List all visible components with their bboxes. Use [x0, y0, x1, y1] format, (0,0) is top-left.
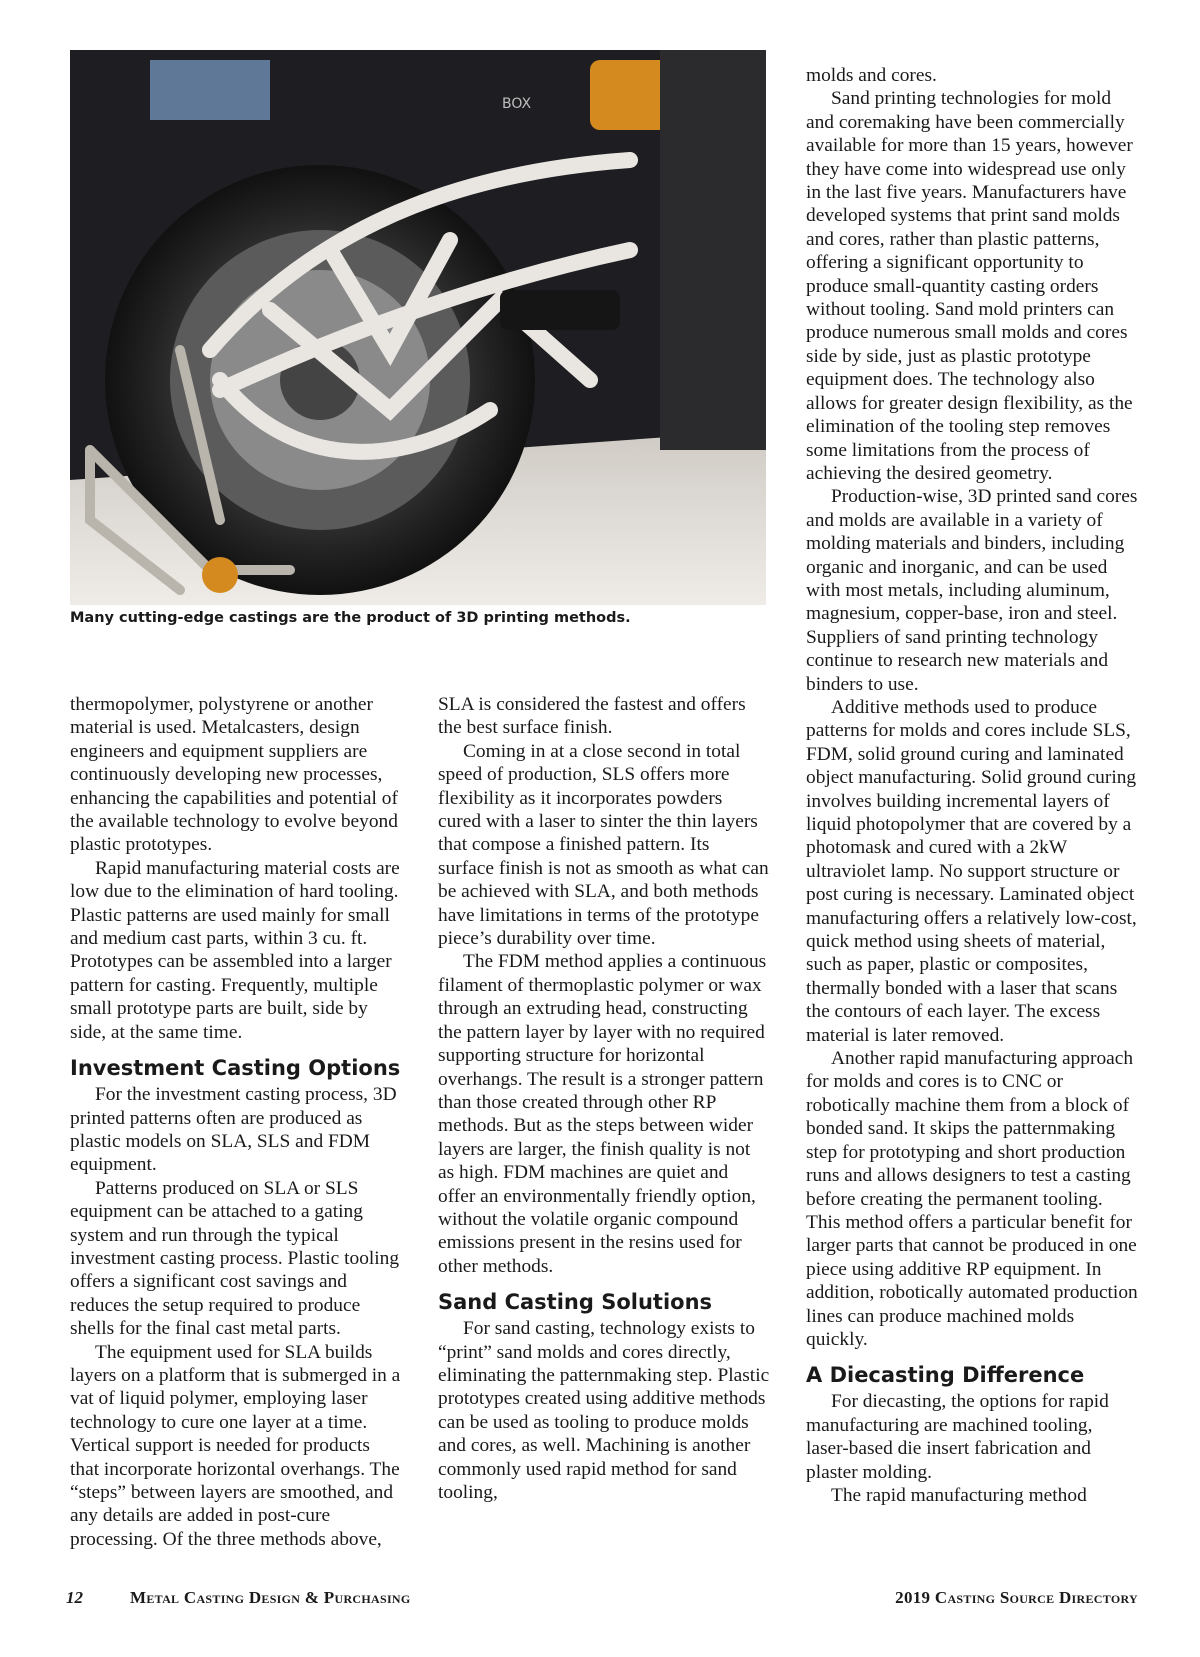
- paragraph: The FDM method applies a continuous filament of thermoplastic polymer or wax through an extruding head, constructing the pattern layer by layer with no required supporting structure for horizontal overhangs. The result is a stronger pattern than those created through other RP methods. But as the steps between wider layers are larger, the finish quality is not as high. FDM machines are quiet and offer an environmentally friendly option, without the volatile organic compound emissions present in the resins used for other methods.: [438, 951, 767, 1277]
- display-screen: [150, 60, 270, 120]
- foot-peg: [500, 290, 620, 330]
- engine-block: [660, 50, 766, 450]
- paragraph: Production-wise, 3D printed sand cores and molds are available in a variety of molding materials and binders, including organic and inorganic, and can be used with most metals, including aluminum, magnesium, copper-base, iron and steel. Suppliers of sand printing technology continue to research new materials and binders to use.: [806, 486, 1138, 695]
- paragraph: Another rapid manufacturing approach for molds and cores is to CNC or robotically machine them from a block of bonded sand. It skips the patternmaking step for prototyping and short production runs and allows designers to test a casting before creating the permanent tooling. This method offers a particular benefit for larger parts that cannot be produced in one piece using additive RP equipment. In addition, robotically automated production lines can produce machined molds quickly.: [806, 1048, 1138, 1350]
- paragraph: Coming in at a close second in total speed of production, SLS offers more flexibility as it incorporates powders cured with a laser to sinter the thin layers that compose a finished pattern. Its surface finish is not as smooth as what can be achieved with SLA, and both methods have limitations in terms of the prototype piece’s durability over time.: [438, 740, 769, 950]
- paragraph: molds and cores.: [806, 65, 937, 86]
- section-heading: A Diecasting Difference: [806, 1363, 1085, 1388]
- publication-name: Metal Casting Design & Purchasing: [130, 1588, 411, 1607]
- paragraph: The rapid manufacturing method: [831, 1484, 1087, 1506]
- paragraph: For sand casting, technology exists to “print” sand molds and cores directly, eliminating the patternmaking step. Plastic prototypes created using additive methods can be used as tooling to produce molds and cores, as well. Machining is another commonly used rapid method for sand tooling,: [438, 1318, 770, 1503]
- stand-wheel: [202, 557, 238, 593]
- motorcycle-illustration: [70, 50, 766, 605]
- paragraph: SLA is considered the fastest and offers the best surface finish.: [438, 694, 746, 739]
- directory-name: 2019 Casting Source Directory: [895, 1588, 1138, 1607]
- section-heading: Investment Casting Options: [70, 1056, 401, 1081]
- sign-text: BOX: [502, 96, 532, 112]
- section-heading: Sand Casting Solutions: [438, 1290, 713, 1315]
- page-number: 12: [66, 1588, 83, 1607]
- paragraph: Rapid manufacturing material costs are low due to the elimination of hard tooling. Plastic patterns are used mainly for small and medium cast parts, within 3 cu. ft. Prototypes can be assembled into a larger pattern for casting. Frequently, multiple small prototype parts are built, side by side, at the same time.: [70, 857, 400, 1043]
- photo-caption: Many cutting-edge castings are the product of 3D printing methods.: [70, 610, 631, 626]
- paragraph: thermopolymer, polystyrene or another material is used. Metalcasters, design engineers and equipment suppliers are continuously developing new processes, enhancing the capabilities and potential of the available technology to evolve beyond plastic prototypes.: [70, 694, 398, 856]
- paragraph: Additive methods used to produce patterns for molds and cores include SLS, FDM, solid ground curing and laminated object manufacturing. Solid ground curing involves building incremental layers of liquid photopolymer that are covered by a photomask and cured with a 2kW ultraviolet lamp. No support structure or post curing is necessary. Laminated object manufacturing offers a relatively low-cost, quick method using sheets of material, such as paper, plastic or composites, thermally bonded with a laser that scans the contours of each layer. The excess material is later removed.: [806, 696, 1137, 1046]
- paragraph: For the investment casting process, 3D printed patterns often are produced as plastic models on SLA, SLS and FDM equipment.: [70, 1084, 397, 1176]
- text-column-3: [806, 64, 1138, 1507]
- paragraph: For diecasting, the options for rapid manufacturing are machined tooling, laser-based die insert fabrication and plaster molding.: [806, 1391, 1109, 1483]
- paragraph: The equipment used for SLA builds layers on a platform that is submerged in a vat of liquid polymer, employing laser technology to cure one layer at a time. Vertical support is needed for products that incorporate horizontal overhangs. The “steps” between layers are smoothed, and any details are added in post-cure processing. Of the three methods above,: [70, 1341, 401, 1550]
- text-column-1: [70, 693, 402, 1551]
- paragraph: Patterns produced on SLA or SLS equipment can be attached to a gating system and run through the typical investment casting process. Plastic tooling offers a significant cost savings and reduces the setup required to produce shells for the final cast metal parts.: [70, 1177, 400, 1340]
- paragraph: Sand printing technologies for mold and coremaking have been commercially available for more than 15 years, however they have come into widespread use only in the last five years. Manufacturers have developed systems that print sand molds and cores, rather than plastic patterns, offering a significant opportunity to produce small-quantity casting orders without tooling. Sand mold printers can produce numerous small molds and cores side by side, just as plastic prototype equipment does. The technology also allows for greater design flexibility, as the elimination of the tooling step removes some limitations from the process of achieving the desired geometry.: [806, 88, 1133, 484]
- text-column-2: [438, 693, 770, 1504]
- motorcycle-photo: [70, 50, 766, 605]
